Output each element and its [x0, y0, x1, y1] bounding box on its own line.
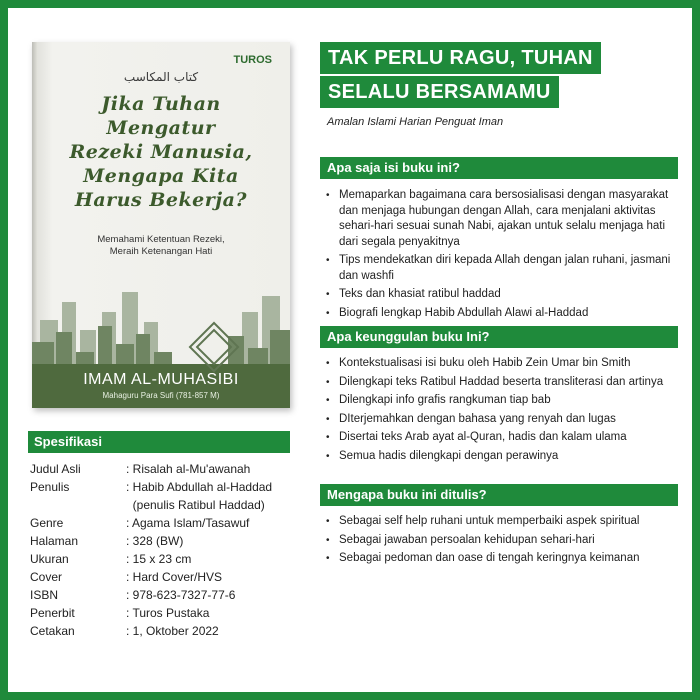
subtitle-line: Memahami Ketentuan Rezeki,: [97, 234, 225, 245]
book-author: IMAM AL-MUHASIBI: [83, 371, 239, 388]
section-heading: Apa saja isi buku ini?: [327, 160, 460, 175]
spec-table: [30, 460, 300, 640]
list-item: • Sebagai self help ruhani untuk memperbaiki aspek spiritual: [325, 514, 685, 530]
headline: [320, 42, 601, 108]
spec-label: Penerbit: [30, 606, 75, 620]
bullet-list: [325, 188, 685, 324]
subtitle-line: Meraih Ketenangan Hati: [109, 246, 213, 257]
border-top: [0, 0, 700, 8]
list-item: • Sebagai pedoman dan oase di tengah keringnya keimanan: [325, 551, 685, 567]
spec-row: [30, 532, 300, 550]
spec-row: [30, 514, 300, 532]
section-heading-bar: [320, 484, 678, 506]
list-item: • Sebagai jawaban persoalan kehidupan sehari-hari: [325, 533, 685, 549]
spec-label: Ukuran: [30, 552, 69, 566]
list-item: • Disertai teks Arab ayat al-Quran, hadis dan kalam ulama: [325, 430, 685, 446]
list-item: • DIterjemahkan dengan bahasa yang renyah dan lugas: [325, 412, 685, 428]
title-line: Mengapa Kita: [83, 165, 239, 187]
spec-heading: Spesifikasi: [34, 434, 102, 449]
spec-label: Judul Asli: [30, 462, 81, 476]
title-line: Harus Bekerja?: [74, 189, 248, 211]
bullet-list: [325, 514, 685, 570]
list-item: • Tips mendekatkan diri kepada Allah dengan jalan ruhani, jasmani dan washfi: [325, 253, 685, 284]
section-heading: Mengapa buku ini ditulis?: [327, 487, 487, 502]
book-cover: [32, 42, 290, 408]
title-line: Mengatur: [106, 117, 216, 139]
spec-label: Cetakan: [30, 624, 75, 638]
spec-label: Genre: [30, 516, 64, 530]
book-title: [32, 92, 290, 212]
spec-value: : 1, Oktober 2022: [126, 624, 219, 638]
city-skyline-illustration: [32, 282, 290, 408]
spec-row: [30, 604, 300, 622]
spec-value: : 328 (BW): [126, 534, 184, 548]
spec-value: (penulis Ratibul Haddad): [126, 498, 265, 512]
spec-row: [30, 460, 300, 478]
spec-value: : 15 x 23 cm: [126, 552, 192, 566]
spec-row: [30, 478, 300, 496]
spec-label: ISBN: [30, 588, 59, 602]
border-bottom: [0, 692, 700, 700]
spec-label: Cover: [30, 570, 63, 584]
spec-row: [30, 586, 300, 604]
spec-value: : Habib Abdullah al-Haddad: [126, 480, 273, 494]
spec-row: [30, 568, 300, 586]
title-line: Jika Tuhan: [101, 93, 221, 115]
spec-row: [30, 622, 300, 640]
arabic-heading: كتاب المكاسب: [123, 70, 199, 84]
spec-label: [30, 496, 126, 514]
list-item: • Dilengkapi teks Ratibul Haddad beserta transliterasi dan artinya: [325, 375, 685, 391]
border-right: [692, 0, 700, 700]
spec-row: [30, 496, 300, 514]
spec-row: [30, 550, 300, 568]
list-item: • Teks dan khasiat ratibul haddad: [325, 287, 685, 303]
spec-value: : Turos Pustaka: [126, 606, 210, 620]
bullet-list: [325, 356, 685, 467]
list-item: • Kontekstualisasi isi buku oleh Habib Zein Umar bin Smith: [325, 356, 685, 372]
spec-label: Halaman: [30, 534, 79, 548]
headline-line: TAK PERLU RAGU, TUHAN: [320, 42, 601, 74]
title-line: Rezeki Manusia,: [69, 141, 253, 163]
headline-line: SELALU BERSAMAMU: [320, 76, 559, 108]
spec-label: Penulis: [30, 480, 70, 494]
spec-value: : Hard Cover/HVS: [126, 570, 223, 584]
section-heading-bar: [320, 157, 678, 179]
list-item: • Memaparkan bagaimana cara bersosialisasi dengan masyarakat dan menjaga hubungan dengan Allah, cara menjalani aktivitas sehari-hari sesuai sunah Nabi, ajakan untuk selalu menjaga hati dari segala penyakitnya: [325, 188, 685, 250]
list-item: • Biografi lengkap Habib Abdullah Alawi al-Haddad: [325, 306, 685, 322]
list-item: • Semua hadis dilengkapi dengan perawinya: [325, 449, 685, 465]
spec-value: : 978-623-7327-77-6: [126, 588, 236, 602]
spec-value: : Risalah al-Mu'awanah: [126, 462, 251, 476]
border-left: [0, 0, 8, 700]
spec-value: : Agama Islam/Tasawuf: [126, 516, 250, 530]
author-subtitle: Mahaguru Para Sufi (781-857 M): [102, 391, 220, 400]
tagline: Amalan Islami Harian Penguat Iman: [327, 116, 504, 128]
book-subtitle: [32, 234, 290, 258]
section-heading: Apa keunggulan buku Ini?: [327, 329, 490, 344]
publisher-logo: TUROS: [233, 54, 272, 66]
spec-heading-bar: [28, 431, 290, 453]
section-heading-bar: [320, 326, 678, 348]
list-item: • Dilengkapi info grafis rangkuman tiap bab: [325, 393, 685, 409]
